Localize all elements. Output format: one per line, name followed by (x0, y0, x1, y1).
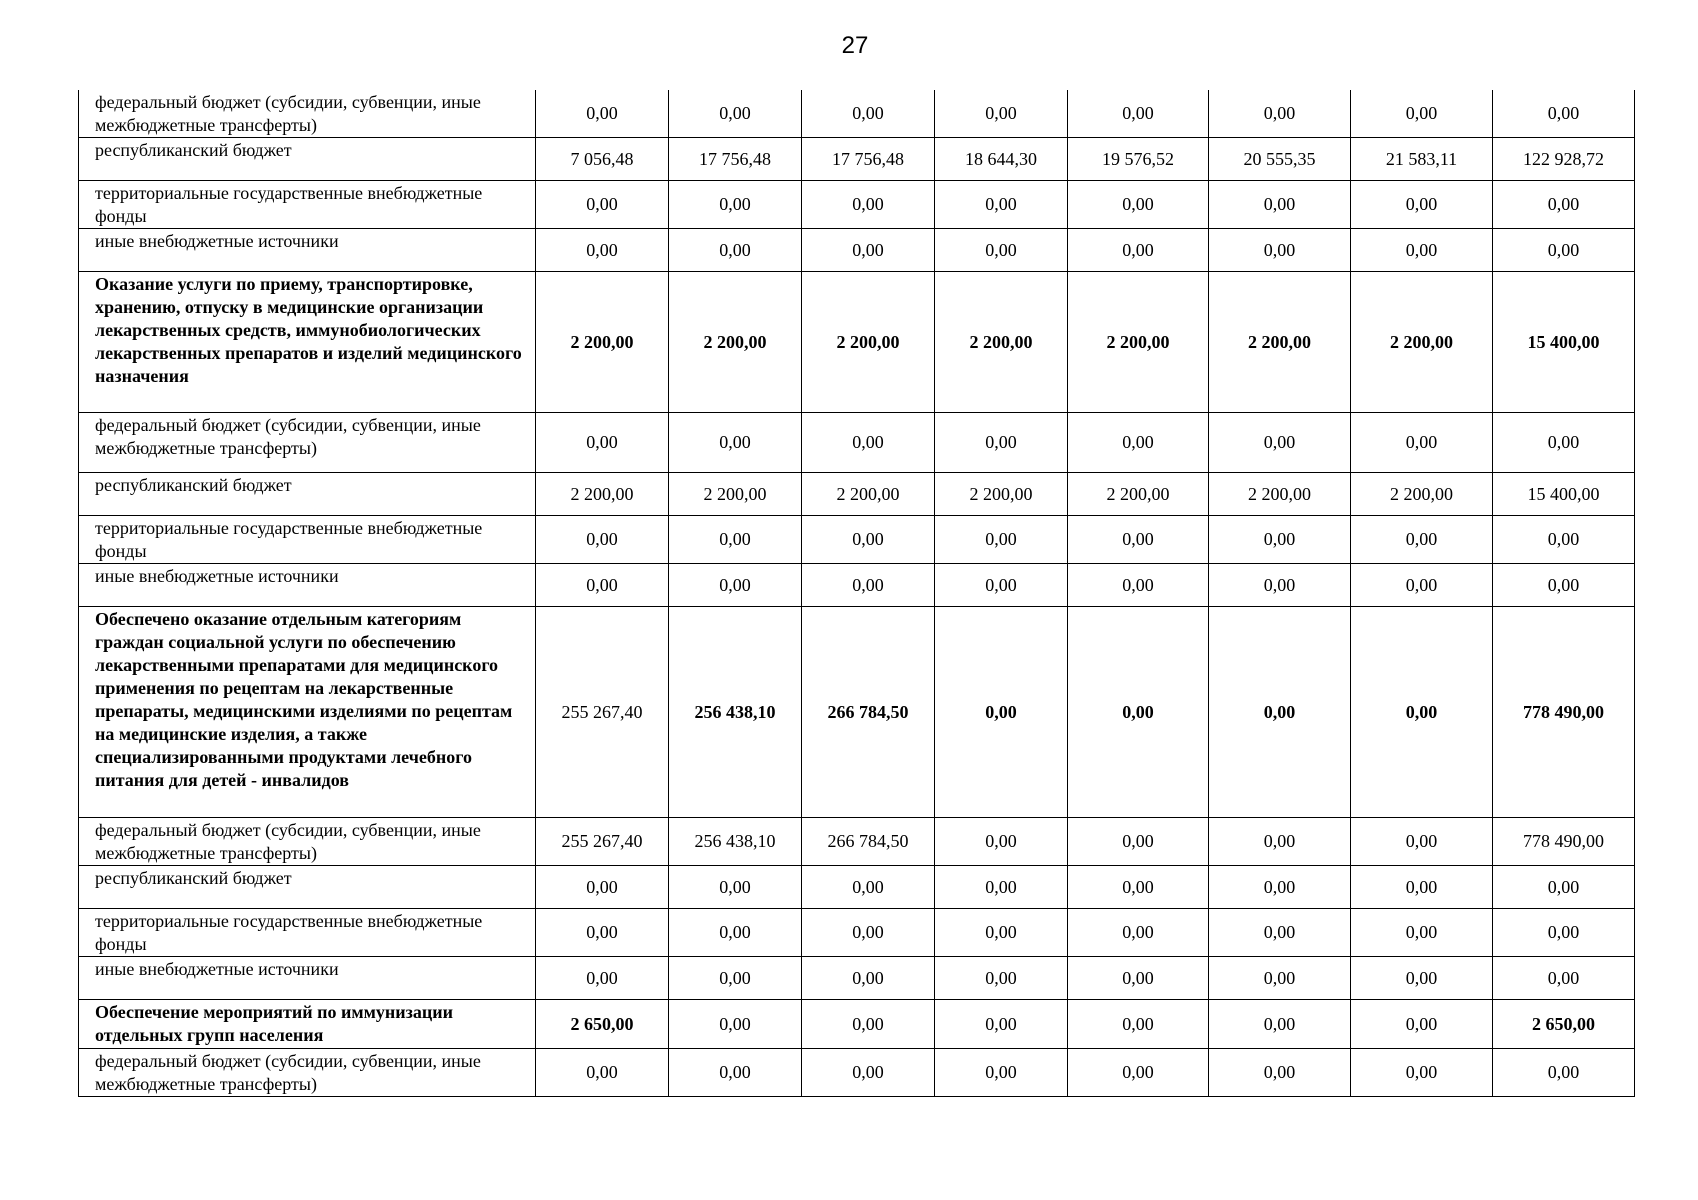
row-label: федеральный бюджет (субсидии, субвенции, иные межбюджетные трансферты) (79, 413, 536, 473)
cell-value: 0,00 (802, 90, 935, 138)
cell-value: 0,00 (669, 909, 802, 957)
cell-value: 0,00 (1493, 564, 1635, 607)
row-label: Обеспечение мероприятий по иммунизации отдельных групп населения (79, 1000, 536, 1049)
cell-value: 2 650,00 (536, 1000, 669, 1049)
row-label: иные внебюджетные источники (79, 229, 536, 272)
table-row (79, 473, 1635, 516)
cell-value: 778 490,00 (1493, 607, 1635, 818)
cell-value: 0,00 (536, 909, 669, 957)
cell-value: 0,00 (1068, 229, 1209, 272)
cell-value: 0,00 (802, 229, 935, 272)
cell-value: 0,00 (935, 413, 1068, 473)
cell-value: 21 583,11 (1351, 138, 1493, 181)
row-label: территориальные государственные внебюджетные фонды (79, 516, 536, 564)
cell-value: 0,00 (1351, 866, 1493, 909)
row-label: территориальные государственные внебюджетные фонды (79, 181, 536, 229)
cell-value: 0,00 (1209, 607, 1351, 818)
cell-value: 0,00 (669, 181, 802, 229)
cell-value: 0,00 (802, 181, 935, 229)
cell-value: 2 650,00 (1493, 1000, 1635, 1049)
cell-value: 0,00 (669, 90, 802, 138)
cell-value: 0,00 (1209, 90, 1351, 138)
cell-value: 0,00 (1209, 413, 1351, 473)
table-row (79, 909, 1635, 957)
cell-value: 0,00 (935, 1049, 1068, 1097)
cell-value: 0,00 (1493, 866, 1635, 909)
table-row (79, 413, 1635, 473)
cell-value: 19 576,52 (1068, 138, 1209, 181)
cell-value: 0,00 (802, 957, 935, 1000)
cell-value: 0,00 (935, 229, 1068, 272)
cell-value: 0,00 (1351, 90, 1493, 138)
cell-value: 0,00 (1493, 229, 1635, 272)
cell-value: 15 400,00 (1493, 473, 1635, 516)
cell-value: 0,00 (1068, 564, 1209, 607)
cell-value: 0,00 (669, 564, 802, 607)
cell-value: 0,00 (1351, 1000, 1493, 1049)
cell-value: 2 200,00 (1351, 473, 1493, 516)
table-body (79, 90, 1635, 1097)
cell-value: 7 056,48 (536, 138, 669, 181)
cell-value: 0,00 (935, 90, 1068, 138)
cell-value: 0,00 (1351, 564, 1493, 607)
cell-value: 0,00 (1068, 909, 1209, 957)
cell-value: 0,00 (1493, 957, 1635, 1000)
cell-value: 0,00 (802, 413, 935, 473)
table-row (79, 564, 1635, 607)
cell-value: 0,00 (669, 516, 802, 564)
cell-value: 0,00 (1068, 607, 1209, 818)
cell-value: 0,00 (1493, 1049, 1635, 1097)
cell-value: 0,00 (802, 564, 935, 607)
cell-value: 256 438,10 (669, 607, 802, 818)
cell-value: 2 200,00 (1209, 272, 1351, 413)
cell-value: 0,00 (1351, 607, 1493, 818)
cell-value: 0,00 (1209, 564, 1351, 607)
cell-value: 0,00 (1351, 957, 1493, 1000)
cell-value: 2 200,00 (935, 272, 1068, 413)
row-label: республиканский бюджет (79, 866, 536, 909)
cell-value: 778 490,00 (1493, 818, 1635, 866)
cell-value: 266 784,50 (802, 818, 935, 866)
cell-value: 0,00 (1209, 181, 1351, 229)
cell-value: 0,00 (1493, 909, 1635, 957)
cell-value: 0,00 (669, 1049, 802, 1097)
cell-value: 0,00 (1493, 413, 1635, 473)
cell-value: 2 200,00 (536, 272, 669, 413)
row-label: Обеспечено оказание отдельным категориям граждан социальной услуги по обеспечению лекарственными препаратами для медицинского применения по рецептам на лекарственные препараты, медицинскими изделиями по рецептам на медицинские изделия, а также специализированными продуктами лечебного питания для детей - инвалидов (79, 607, 536, 818)
cell-value: 0,00 (935, 1000, 1068, 1049)
cell-value: 0,00 (669, 1000, 802, 1049)
cell-value: 0,00 (935, 181, 1068, 229)
row-label: федеральный бюджет (субсидии, субвенции, иные межбюджетные трансферты) (79, 818, 536, 866)
cell-value: 2 200,00 (669, 473, 802, 516)
table-row (79, 957, 1635, 1000)
cell-value: 0,00 (536, 866, 669, 909)
row-label: республиканский бюджет (79, 473, 536, 516)
cell-value: 0,00 (1351, 1049, 1493, 1097)
cell-value: 0,00 (935, 909, 1068, 957)
cell-value: 0,00 (1209, 516, 1351, 564)
cell-value: 0,00 (935, 957, 1068, 1000)
cell-value: 18 644,30 (935, 138, 1068, 181)
cell-value: 0,00 (802, 909, 935, 957)
row-label: территориальные государственные внебюджетные фонды (79, 909, 536, 957)
cell-value: 2 200,00 (1209, 473, 1351, 516)
cell-value: 2 200,00 (802, 272, 935, 413)
cell-value: 0,00 (1209, 1000, 1351, 1049)
cell-value: 255 267,40 (536, 607, 669, 818)
cell-value: 0,00 (1068, 866, 1209, 909)
cell-value: 0,00 (1068, 818, 1209, 866)
cell-value: 0,00 (669, 866, 802, 909)
row-label: Оказание услуги по приему, транспортировке, хранению, отпуску в медицинские организации лекарственных средств, иммунобиологических лекарственных препаратов и изделий медицинского назначения (79, 272, 536, 413)
table-row-section (79, 1000, 1635, 1049)
cell-value: 122 928,72 (1493, 138, 1635, 181)
cell-value: 2 200,00 (669, 272, 802, 413)
cell-value: 0,00 (935, 866, 1068, 909)
table-row-section (79, 272, 1635, 413)
cell-value: 0,00 (669, 413, 802, 473)
cell-value: 2 200,00 (935, 473, 1068, 516)
cell-value: 255 267,40 (536, 818, 669, 866)
cell-value: 0,00 (536, 229, 669, 272)
cell-value: 0,00 (536, 1049, 669, 1097)
cell-value: 0,00 (536, 516, 669, 564)
cell-value: 0,00 (1068, 516, 1209, 564)
cell-value: 0,00 (536, 181, 669, 229)
cell-value: 0,00 (1068, 413, 1209, 473)
cell-value: 0,00 (1351, 516, 1493, 564)
cell-value: 0,00 (1351, 181, 1493, 229)
table-row (79, 818, 1635, 866)
cell-value: 0,00 (935, 516, 1068, 564)
cell-value: 0,00 (1068, 181, 1209, 229)
table-row (79, 866, 1635, 909)
cell-value: 0,00 (1493, 90, 1635, 138)
table-row (79, 1049, 1635, 1097)
cell-value: 0,00 (1068, 1000, 1209, 1049)
cell-value: 0,00 (1351, 229, 1493, 272)
cell-value: 0,00 (935, 818, 1068, 866)
cell-value: 0,00 (935, 564, 1068, 607)
table-row (79, 90, 1635, 138)
cell-value: 0,00 (536, 564, 669, 607)
cell-value: 2 200,00 (1068, 272, 1209, 413)
row-label: иные внебюджетные источники (79, 957, 536, 1000)
budget-table (78, 90, 1635, 1097)
cell-value: 0,00 (1209, 229, 1351, 272)
cell-value: 0,00 (802, 516, 935, 564)
table-row (79, 229, 1635, 272)
table-row (79, 181, 1635, 229)
cell-value: 0,00 (935, 607, 1068, 818)
cell-value: 0,00 (1493, 516, 1635, 564)
cell-value: 15 400,00 (1493, 272, 1635, 413)
cell-value: 0,00 (536, 90, 669, 138)
cell-value: 17 756,48 (802, 138, 935, 181)
cell-value: 2 200,00 (802, 473, 935, 516)
cell-value: 0,00 (1209, 1049, 1351, 1097)
cell-value: 0,00 (669, 229, 802, 272)
cell-value: 20 555,35 (1209, 138, 1351, 181)
cell-value: 0,00 (1209, 909, 1351, 957)
cell-value: 0,00 (802, 1049, 935, 1097)
cell-value: 0,00 (1209, 818, 1351, 866)
cell-value: 0,00 (1351, 818, 1493, 866)
cell-value: 0,00 (536, 957, 669, 1000)
row-label: федеральный бюджет (субсидии, субвенции, иные межбюджетные трансферты) (79, 90, 536, 138)
table-row (79, 516, 1635, 564)
cell-value: 0,00 (802, 866, 935, 909)
table-row-section (79, 607, 1635, 818)
cell-value: 0,00 (1351, 909, 1493, 957)
cell-value: 0,00 (1068, 957, 1209, 1000)
cell-value: 2 200,00 (1068, 473, 1209, 516)
cell-value: 266 784,50 (802, 607, 935, 818)
cell-value: 0,00 (1068, 1049, 1209, 1097)
cell-value: 0,00 (1209, 866, 1351, 909)
cell-value: 2 200,00 (1351, 272, 1493, 413)
cell-value: 0,00 (536, 413, 669, 473)
cell-value: 17 756,48 (669, 138, 802, 181)
page-number: 27 (841, 32, 869, 59)
row-label: иные внебюджетные источники (79, 564, 536, 607)
cell-value: 0,00 (1493, 181, 1635, 229)
cell-value: 0,00 (1209, 957, 1351, 1000)
cell-value: 256 438,10 (669, 818, 802, 866)
cell-value: 0,00 (1351, 413, 1493, 473)
cell-value: 0,00 (669, 957, 802, 1000)
cell-value: 0,00 (1068, 90, 1209, 138)
row-label: федеральный бюджет (субсидии, субвенции, иные межбюджетные трансферты) (79, 1049, 536, 1097)
cell-value: 2 200,00 (536, 473, 669, 516)
cell-value: 0,00 (802, 1000, 935, 1049)
row-label: республиканский бюджет (79, 138, 536, 181)
table-row (79, 138, 1635, 181)
